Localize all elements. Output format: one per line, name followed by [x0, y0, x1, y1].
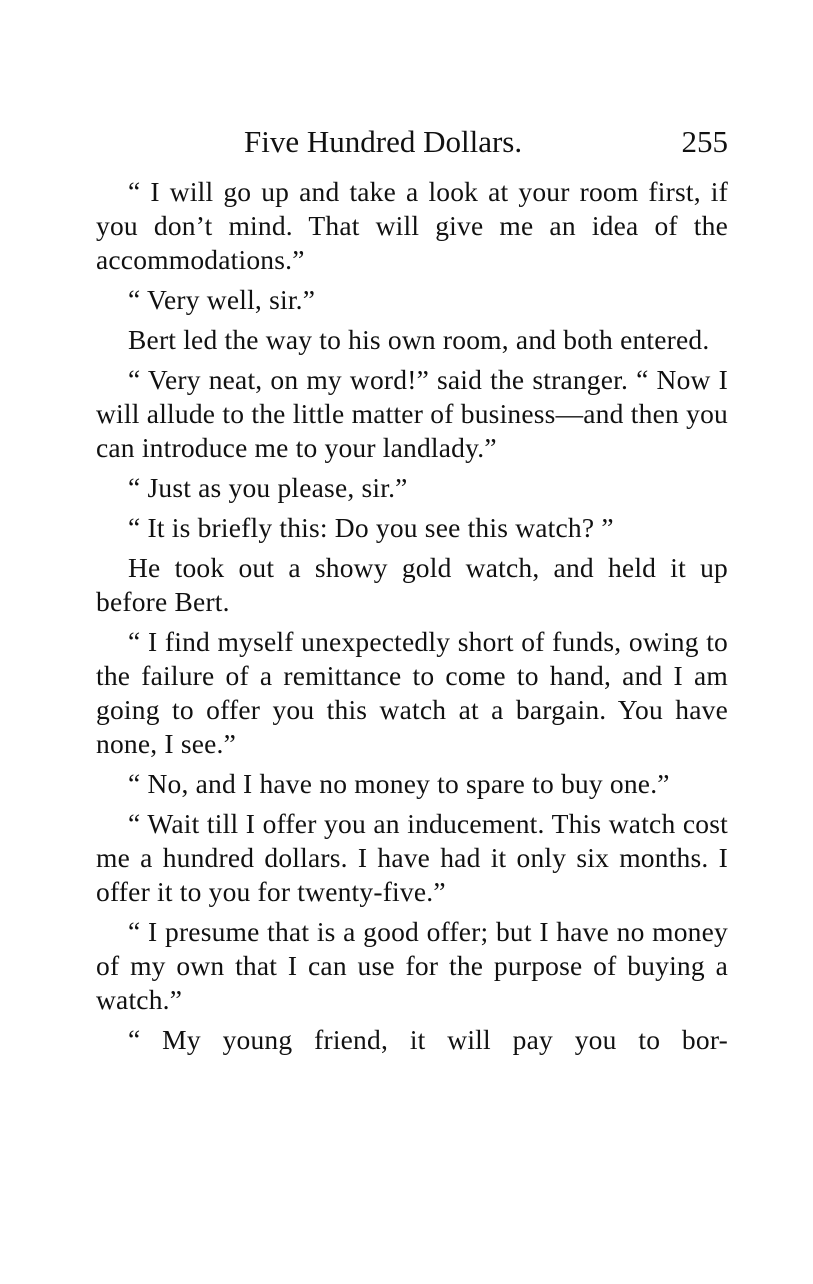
paragraph: “ Very neat, on my word!” said the stranger. “ Now I will allude to the little matter of business—and then you can introduce me to your landlady.” [96, 364, 728, 463]
paragraph: “ It is briefly this: Do you see this watch? ” [128, 512, 614, 543]
paragraph: “ I find myself unexpectedly short of funds, owing to the failure of a remittance to come to hand, and I am going to offer you this watch at a bargain. You have none, I see.” [96, 626, 728, 759]
paragraph: He took out a showy gold watch, and held it up before Bert. [96, 552, 728, 617]
running-head [96, 122, 728, 162]
paragraph: “ Wait till I offer you an inducement. This watch cost me a hundred dollars. I have had it only six months. I offer it to you for twenty-five.” [96, 808, 728, 907]
paragraph: “ No, and I have no money to spare to buy one.” [128, 768, 670, 799]
paragraph: “ I presume that is a good offer; but I have no money of my own that I can use for the purpose of buying a watch.” [96, 916, 728, 1015]
paragraph: “ Very well, sir.” [128, 284, 316, 315]
paragraph: “ Just as you please, sir.” [128, 472, 408, 503]
paragraph: “ My young friend, it will pay you to bor- [128, 1024, 728, 1055]
paragraph: “ I will go up and take a look at your room first, if you don’t mind. That will give me an idea of the accommodations.” [96, 176, 728, 275]
page-number: 255 [681, 124, 728, 159]
paragraph: Bert led the way to his own room, and both entered. [128, 324, 710, 355]
body-text [96, 175, 728, 1063]
running-title: Five Hundred Dollars. [244, 124, 523, 159]
